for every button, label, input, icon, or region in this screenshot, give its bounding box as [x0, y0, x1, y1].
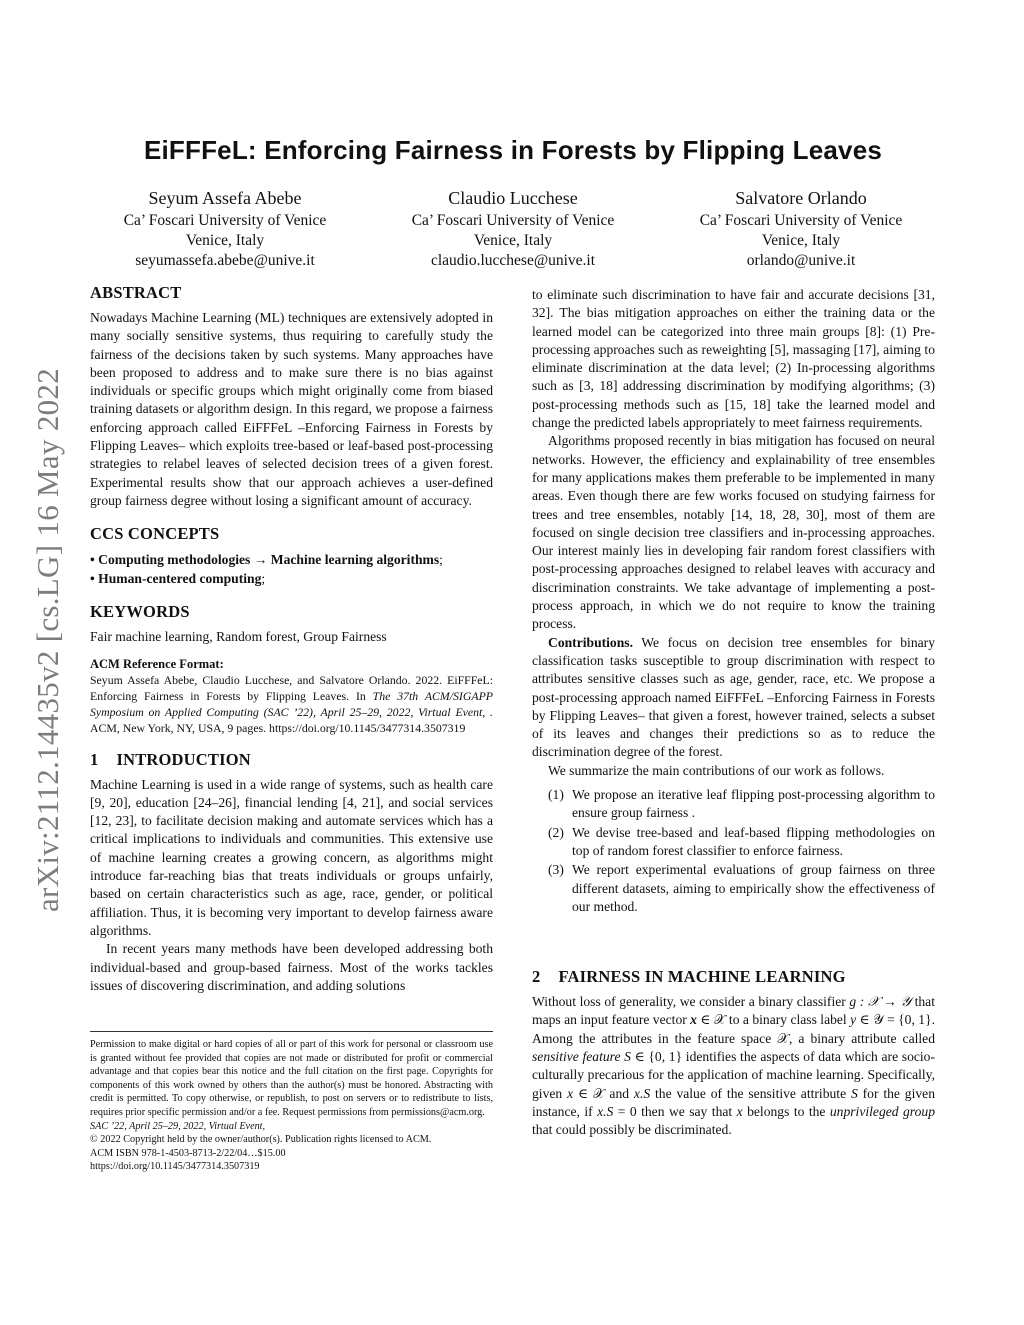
author-email: orlando@unive.it	[746, 252, 856, 269]
author-affiliation: Ca’ Foscari University of Venice	[411, 212, 615, 229]
isbn-line: ACM ISBN 978-1-4503-8713-2/22/04…$15.00	[90, 1147, 286, 1159]
copyright-footnote	[90, 1031, 493, 1174]
author-location: Venice, Italy	[473, 232, 553, 249]
left-column	[90, 283, 493, 995]
contributions-list	[532, 786, 935, 916]
contributions-label: Contributions.	[548, 634, 633, 650]
doi-line: https://doi.org/10.1145/3477314.3507319	[90, 1161, 260, 1173]
author-2	[378, 185, 648, 271]
keywords-heading: KEYWORDS	[90, 602, 190, 622]
list-number: (2)	[548, 824, 564, 840]
ccs-line-2	[90, 569, 493, 588]
acm-ref-part1: Seyum Assefa Abebe, Claudio Lucchese, and Salvatore Orlando. 2022. EiFFFeL: Enforcing Fairness in Forests by Flipping Leaves. In	[90, 672, 493, 703]
contributions-paragraph	[532, 634, 935, 762]
acm-ref-part2: ACM, New York, NY, USA, 9 pages. https://doi.org/10.1145/3477314.3507319	[90, 720, 466, 735]
ccs-category-2: • Human-centered computing	[90, 571, 262, 587]
ccs-arrow: →	[250, 552, 271, 568]
author-affiliation: Ca’ Foscari University of Venice	[123, 212, 327, 229]
list-text: We report experimental evaluations of group fairness on three different datasets, aiming to empirically show the effectiveness of our method.	[572, 862, 935, 914]
list-text: We propose an iterative leaf flipping post-processing algorithm to ensure group fairness .	[572, 787, 935, 821]
list-text: We devise tree-based and leaf-based flipping methodologies on top of random forest classifier to enforce fairness.	[572, 824, 935, 858]
author-block	[90, 185, 936, 271]
right-column	[532, 286, 935, 1139]
intro-continued-paragraph: to eliminate such discrimination to have fair and accurate decisions [31, 32]. The bias mitigation approaches on either the training data or the learned model can be categorized into three main groups [8]: (1) Pre-processing approaches such as reweighting [5], massaging [17], aiming to eliminate discrimination at the data level; (2) In-processing algorithms such as [3, 18] addressing discrimination by modifying algorithms; (3) post-processing methods such as [15, 18] take the learned model and change the predicted labels appropriately to meet fairness requirements.	[532, 287, 935, 431]
conference-line: SAC ’22, April 25–29, 2022, Virtual Event,	[90, 1120, 266, 1132]
abstract-heading: ABSTRACT	[90, 283, 182, 302]
author-1	[90, 185, 360, 271]
list-item	[532, 786, 935, 823]
section-number: 1	[90, 749, 99, 769]
section-title: INTRODUCTION	[116, 749, 251, 769]
ccs-punct: ;	[261, 571, 266, 587]
author-3	[666, 185, 936, 271]
ccs-punct: ;	[439, 552, 443, 568]
intro-heading	[90, 750, 493, 770]
keywords-text: Fair machine learning, Random forest, Group Fairness	[90, 629, 387, 645]
author-email: seyumassefa.abebe@unive.it	[135, 252, 315, 269]
section-title: FAIRNESS IN MACHINE LEARNING	[558, 967, 846, 987]
author-email: claudio.lucchese@unive.it	[430, 252, 596, 269]
list-item	[532, 861, 935, 916]
acm-ref-heading: ACM Reference Format:	[90, 656, 224, 671]
paper-title: EiFFFeL: Enforcing Fairness in Forests by Flipping Leaves	[143, 135, 883, 165]
author-name: Seyum Assefa Abebe	[148, 188, 302, 208]
summary-sentence: We summarize the main contributions of our work as follows.	[548, 762, 885, 778]
intro-paragraph-1: Machine Learning is used in a wide range of systems, such as health care [9, 20], education [24–26], financial lending [4, 21], and social services [12, 23], to facilitate decision making and automate services which has a critical implications to individuals and communities. This extensive use of machine learning creates a growing concern, as algorithms might introduce far-reaching bias that treats individuals or groups unfairly, based on certain characteristics such as age, race, gender, or political affiliation. Thus, it is becoming very important to develop fairness aware algorithms.	[90, 776, 493, 938]
copyright-line: © 2022 Copyright held by the owner/author(s). Publication rights licensed to ACM.	[90, 1134, 432, 1146]
acm-ref-venue: The 37th ACM/SIGAPP Symposium on Applied Computing (SAC ’22), April 25–29, 2022, Virtual Event, .	[90, 688, 493, 719]
author-name: Claudio Lucchese	[448, 188, 578, 208]
author-name: Salvatore Orlando	[735, 188, 867, 208]
intro-paragraph-2: In recent years many methods have been developed addressing both individual-based and group-based fairness. Most of the works tackles issues of discovering discrimination, and adding solutions	[90, 941, 493, 993]
intro-paragraph-3: Algorithms proposed recently in bias mitigation has focused on neural networks. However, the efficiency and explainability of tree ensembles for many applications makes them preferable to be implemented in many areas. Even though there are few works focused on studying fairness for trees and tree ensembles, notably [14, 18, 28, 30], most of them are focused on single decision tree classifiers and in-processing approaches. Our interest mainly lies in developing fair random forest classifiers with post-processing approaches designed to relabel leaves with accuracy and discrimination constraints. We take advantage of implementing a post-process approach, in which we do not require to know the training process.	[532, 433, 935, 632]
ccs-heading: CCS CONCEPTS	[90, 524, 220, 544]
arxiv-identifier: arXiv:2112.14435v2 [cs.LG] 16 May 2022	[30, 367, 65, 913]
list-number: (1)	[548, 787, 564, 803]
section-number: 2	[532, 967, 541, 987]
author-affiliation: Ca’ Foscari University of Venice	[699, 212, 903, 229]
author-location: Venice, Italy	[761, 232, 841, 249]
contributions-text: We focus on decision tree ensembles for binary classification tasks susceptible to group discrimination with respect to attributes sensitive classes such as age, gender, race, etc. We propose a post-processing approach named EiFFFeL –Enforcing Fairness in Forests by Flipping Leaves– that given a forest, however trained, selects a subset of its leaves and changes their predictions so as to reduce the discrimination degree of the forest.	[532, 634, 935, 760]
ccs-subcategory: Machine learning algorithms	[270, 552, 440, 568]
section2-paragraph: Without loss of generality, we consider a binary classifier g : 𝒳 → 𝒴 that maps an input feature vector x ∈ 𝒳 to a binary class label y ∈ 𝒴 = {0, 1}. Among the attributes in the feature space 𝒳, a binary attribute called sensitive feature S ∈ {0, 1} identifies the aspects of data which are socio-culturally precarious for the application of machine learning. Specifically, given x ∈ 𝒳 and x.S the value of the sensitive attribute S for the given instance, if x.S = 0 then we say that x belongs to the unprivileged group that could possibly be discriminated.	[532, 994, 935, 1138]
permission-notice: Permission to make digital or hard copies of all or part of this work for personal or classroom use is granted without fee provided that copies are not made or distributed for profit or commercial advantage and that copies bear this notice and the full citation on the first page. Copyrights for components of this work owned by others than the author(s) must be honored. Abstracting with credit is permitted. To copy otherwise, or republish, to post on servers or to redistribute to lists, requires prior specific permission and/or a fee. Request permissions from permissions@acm.org.	[90, 1039, 493, 1118]
ccs-line-1	[90, 550, 493, 569]
section2-heading	[532, 967, 935, 987]
author-location: Venice, Italy	[185, 232, 265, 249]
list-item	[532, 824, 935, 861]
ccs-category: • Computing methodologies	[90, 552, 251, 568]
acm-ref-text	[90, 672, 493, 736]
abstract-text: Nowadays Machine Learning (ML) techniques are extensively adopted in many socially sensitive systems, thus requiring to carefully study the fairness of the decisions taken by such systems. Many approaches have been proposed to address and to make sure there is no bias against individuals or specific groups which might originally come from biased training datasets or algorithm design. In this regard, we propose a fairness enforcing approach called EiFFFeL –Enforcing Fairness in Forests by Flipping Leaves– which exploits tree-based or leaf-based post-processing strategies to relabel leaves of selected decision trees of a given forest. Experimental results show that our approach achieves a user-defined group fairness degree without losing a significant amount of accuracy.	[90, 310, 493, 508]
list-number: (3)	[548, 862, 564, 878]
